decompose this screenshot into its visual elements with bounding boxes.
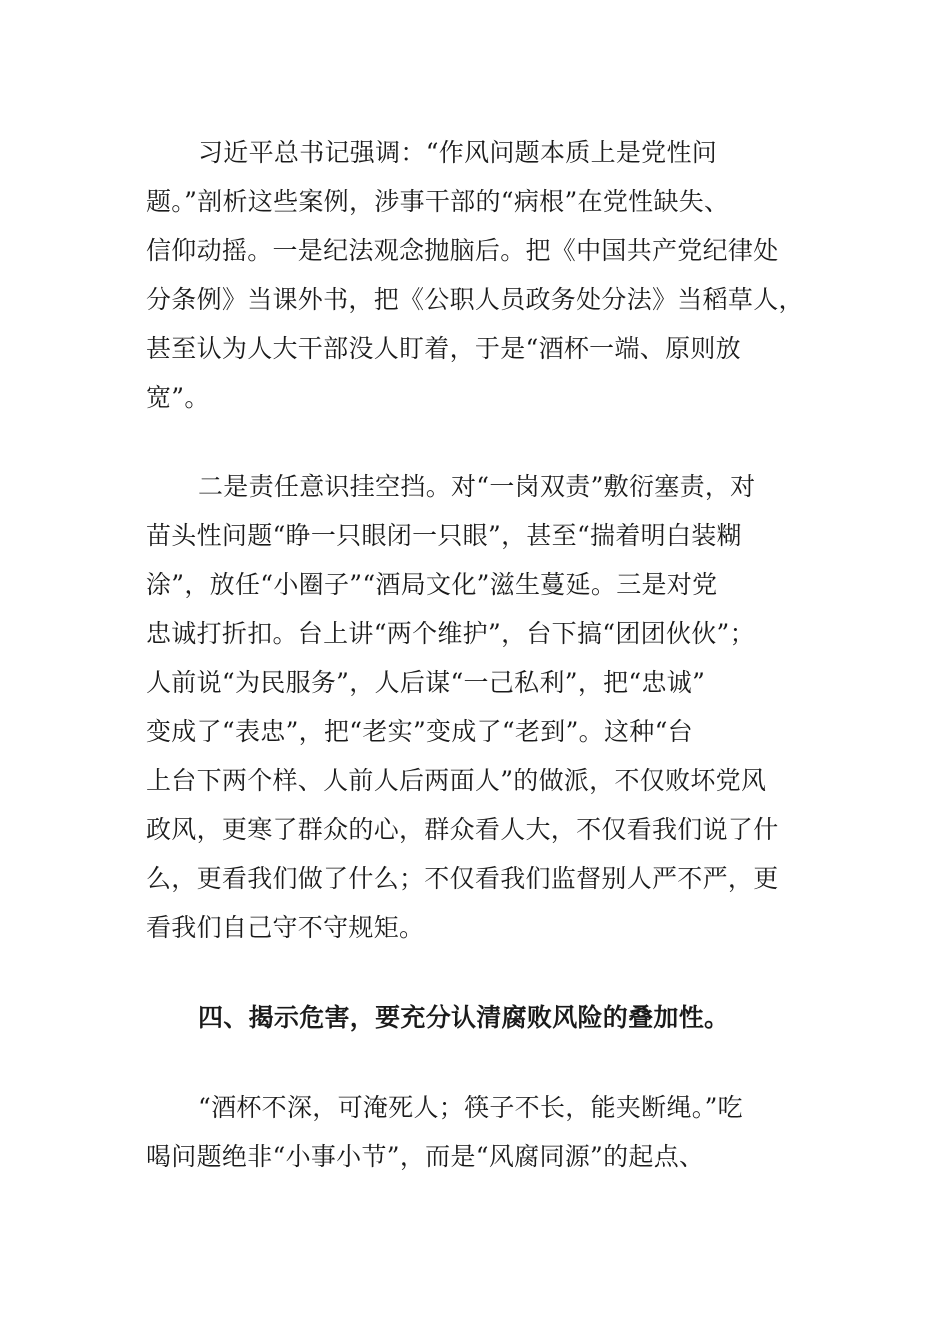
paragraph-3-line-2: 喝问题绝非“小事小节”，而是“风腐同源”的起点、 [146, 1142, 705, 1171]
paragraph-2-line-9: 么，更看我们做了什么；不仅看我们监督别人严不严，更 [146, 864, 779, 893]
paragraph-3-line-1: “酒杯不深，可淹死人；筷子不长，能夹断绳。”吃 [198, 1093, 743, 1122]
paragraph-2-line-1: 二是责任意识挂空挡。对“一岗双责”敷衍塞责，对 [198, 472, 756, 501]
section-heading-4: 四、揭示危害，要充分认清腐败风险的叠加性。 [198, 1003, 730, 1032]
paragraph-1-line-1: 习近平总书记强调：“作风问题本质上是党性问 [198, 138, 718, 167]
paragraph-2-line-10: 看我们自己守不守规矩。 [146, 913, 425, 942]
paragraph-2-line-8: 政风，更寒了群众的心，群众看人大，不仅看我们说了什 [146, 815, 779, 844]
paragraph-2-line-7: 上台下两个样、人前人后两面人”的做派，不仅败坏党风 [146, 766, 767, 795]
paragraph-2-line-5: 人前说“为民服务”，人后谋“一己私利”，把“忠诚” [146, 668, 706, 697]
paragraph-2-line-2: 苗头性问题“睁一只眼闭一只眼”，甚至“揣着明白装糊 [146, 521, 742, 550]
paragraph-1-line-4: 分条例》当课外书，把《公职人员政务处分法》当稻草人， [146, 285, 804, 314]
paragraph-1-line-5: 甚至认为人大干部没人盯着，于是“酒杯一端、原则放 [146, 334, 741, 363]
paragraph-2-line-4: 忠诚打折扣。台上讲“两个维护”，台下搞“团团伙伙”； [146, 619, 755, 648]
paragraph-2-line-3: 涂”，放任“小圈子”“酒局文化”滋生蔓延。三是对党 [146, 570, 718, 599]
paragraph-1-line-2: 题。”剖析这些案例，涉事干部的“病根”在党性缺失、 [146, 187, 730, 216]
paragraph-1-line-3: 信仰动摇。一是纪法观念抛脑后。把《中国共产党纪律处 [146, 236, 779, 265]
paragraph-2-line-6: 变成了“表忠”，把“老实”变成了“老到”。这种“台 [146, 717, 693, 746]
paragraph-1-line-6: 宽”。 [146, 383, 210, 412]
